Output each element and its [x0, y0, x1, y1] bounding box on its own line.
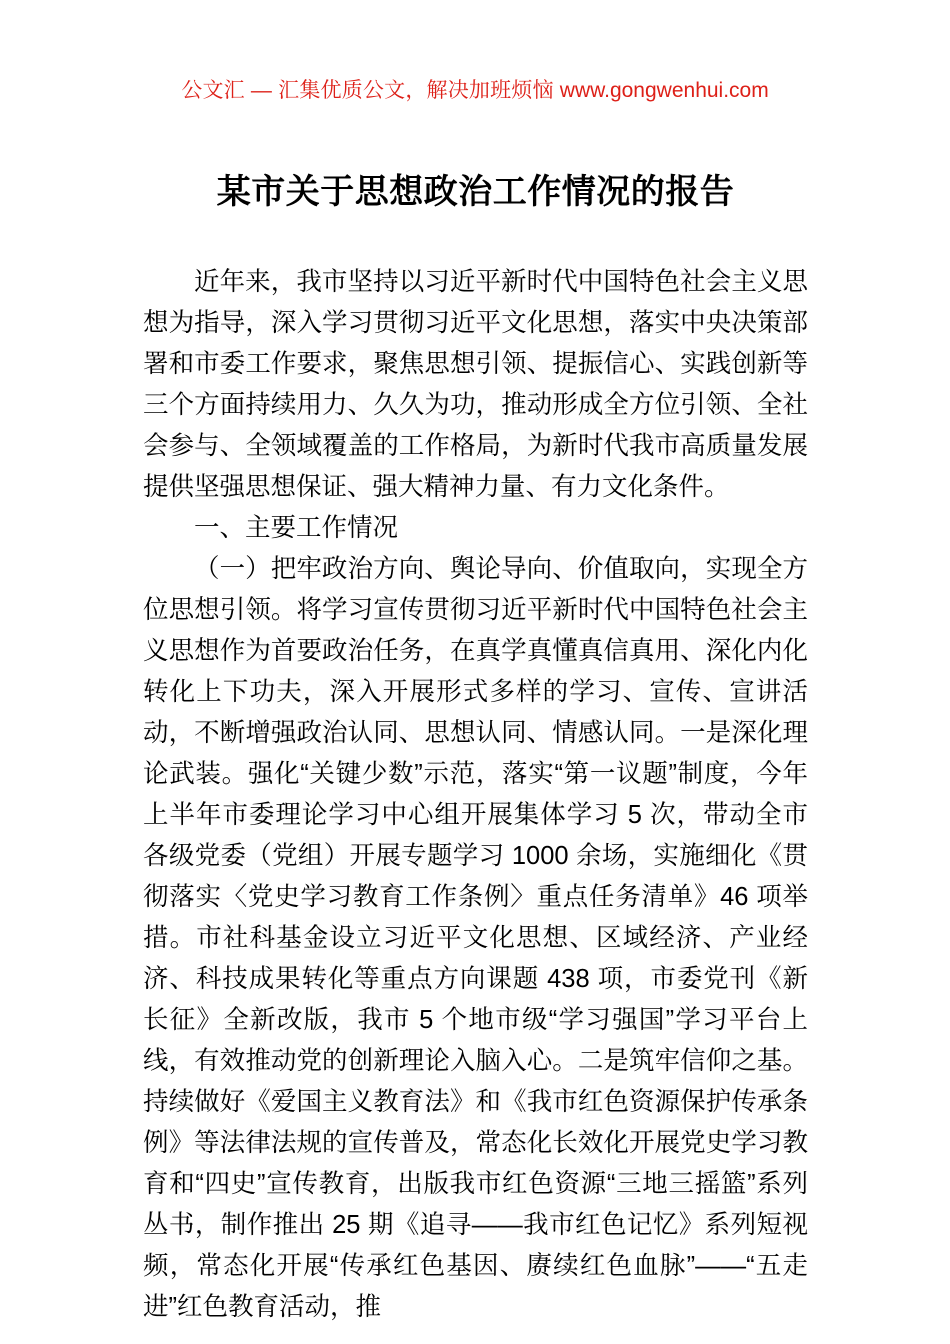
site-banner-text: 公文汇 — 汇集优质公文，解决加班烦恼 [181, 79, 554, 102]
paragraph-intro: 近年来，我市坚持以习近平新时代中国特色社会主义思想为指导，深入学习贯彻习近平文化思想，落实中央决策部署和市委工作要求，聚焦思想引领、提振信心、实践创新等三个方面持续用力、久久为功，推动形成全方位引领、全社会参与、全领域覆盖的工作格局，为新时代我市高质量发展提供坚强思想保证、强大精神力量、有力文化条件。 [143, 268, 808, 501]
site-banner-url: www.gongwenhui.com [559, 79, 769, 102]
page-title: 某市关于思想政治工作情况的报告 [216, 173, 735, 211]
site-watermark-banner [0, 78, 950, 104]
document-body [143, 262, 808, 1328]
section-heading-one: 一、主要工作情况 [194, 514, 399, 542]
subsection-one-a: （一）把牢政治方向、舆论导向、价值取向，实现全方位思想引领。将学习宣传贯彻习近平新时代中国特色社会主义思想作为首要政治任务，在真学真懂真信真用、深化内化转化上下功夫，深入开展形式多样的学习、宣传、宣讲活动，不断增强政治认同、思想认同、情感认同。一是深化理论武装。强化“关键少数”示范，落实“第一议题”制度，今年上半年市委理论学习中心组开展集体学习 5 次，带动全市各级党委（党组）开展专题学习 1000 余场，实施细化《贯彻落实〈党史学习教育工作条例〉重点任务清单》46 项举措。市社科基金设立习近平文化思想、区域经济、产业经济、科技成果转化等重点方向课题 438 项，市委党刊《新长征》全新改版，我市 5 个地市级“学习强国”学习平台上线，有效推动党的创新理论入脑入心。二是筑牢信仰之基。持续做好《爱国主义教育法》和《我市红色资源保护传承条例》等法律法规的宣传普及，常态化长效化开展党史学习教育和“四史”宣传教育，出版我市红色资源“三地三摇篮”系列丛书，制作推出 25 期《追寻——我市红色记忆》系列短视频，常态化开展“传承红色基因、赓续红色血脉”——“五走进”红色教育活动，推 [143, 555, 808, 1321]
